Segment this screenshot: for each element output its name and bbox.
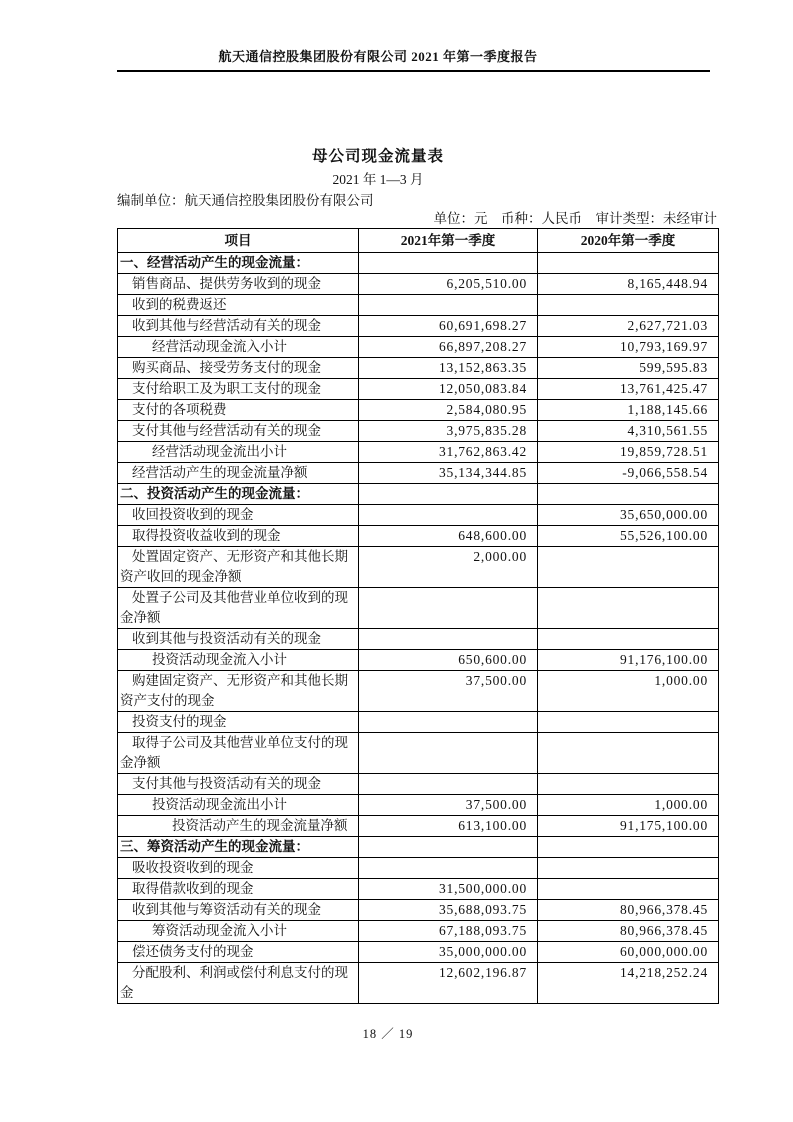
table-row	[118, 316, 719, 337]
item-label-cell: 收到其他与筹资活动有关的现金	[118, 900, 359, 921]
value-2020q1-cell: 8,165,448.94	[538, 274, 719, 295]
table-row	[118, 274, 719, 295]
value-2021q1-cell	[359, 837, 538, 858]
table-row	[118, 942, 719, 963]
value-2021q1-cell: 613,100.00	[359, 816, 538, 837]
item-label-cell: 取得借款收到的现金	[118, 879, 359, 900]
table-row	[118, 505, 719, 526]
table-row	[118, 795, 719, 816]
value-2021q1-cell	[359, 588, 538, 629]
value-2020q1-cell: 80,966,378.45	[538, 921, 719, 942]
table-row	[118, 442, 719, 463]
table-row	[118, 588, 719, 629]
table-row	[118, 963, 719, 1004]
value-2020q1-cell	[538, 837, 719, 858]
item-label-cell: 分配股利、利润或偿付利息支付的现金	[118, 963, 359, 1004]
item-label-cell: 收到其他与经营活动有关的现金	[118, 316, 359, 337]
table-row	[118, 253, 719, 274]
value-2020q1-cell: 13,761,425.47	[538, 379, 719, 400]
item-label-cell: 处置子公司及其他营业单位收到的现金净额	[118, 588, 359, 629]
item-label-cell: 支付给职工及为职工支付的现金	[118, 379, 359, 400]
item-label-cell: 投资活动现金流出小计	[118, 795, 359, 816]
value-2020q1-cell: -9,066,558.54	[538, 463, 719, 484]
table-row	[118, 358, 719, 379]
table-header-row	[118, 229, 719, 253]
item-label-cell: 取得子公司及其他营业单位支付的现金净额	[118, 733, 359, 774]
value-2021q1-cell: 37,500.00	[359, 671, 538, 712]
document-header: 航天通信控股集团股份有限公司 2021 年第一季度报告	[218, 49, 538, 64]
value-2020q1-cell	[538, 588, 719, 629]
table-row	[118, 650, 719, 671]
header-divider	[117, 70, 710, 72]
item-label-cell: 收到的税费返还	[118, 295, 359, 316]
value-2020q1-cell: 35,650,000.00	[538, 505, 719, 526]
item-label-cell: 经营活动现金流入小计	[118, 337, 359, 358]
value-2021q1-cell	[359, 505, 538, 526]
item-label-cell: 经营活动现金流出小计	[118, 442, 359, 463]
value-2020q1-cell: 55,526,100.00	[538, 526, 719, 547]
table-row	[118, 671, 719, 712]
item-label-cell: 支付其他与经营活动有关的现金	[118, 421, 359, 442]
value-2021q1-cell	[359, 484, 538, 505]
value-2021q1-cell: 6,205,510.00	[359, 274, 538, 295]
value-2020q1-cell: 91,175,100.00	[538, 816, 719, 837]
value-2020q1-cell	[538, 295, 719, 316]
item-label-cell: 购买商品、接受劳务支付的现金	[118, 358, 359, 379]
value-2021q1-cell: 13,152,863.35	[359, 358, 538, 379]
item-label-cell: 购建固定资产、无形资产和其他长期资产支付的现金	[118, 671, 359, 712]
value-2021q1-cell	[359, 774, 538, 795]
table-row	[118, 421, 719, 442]
value-2020q1-cell	[538, 629, 719, 650]
value-2021q1-cell	[359, 253, 538, 274]
table-row	[118, 379, 719, 400]
value-2021q1-cell: 35,134,344.85	[359, 463, 538, 484]
unit-currency-audit-line: 单位：元 币种：人民币 审计类型：未经审计	[433, 211, 717, 226]
item-label-cell: 收回投资收到的现金	[118, 505, 359, 526]
value-2020q1-cell	[538, 712, 719, 733]
table-row	[118, 526, 719, 547]
value-2020q1-cell: 1,188,145.66	[538, 400, 719, 421]
item-label-cell: 处置固定资产、无形资产和其他长期资产收回的现金净额	[118, 547, 359, 588]
value-2021q1-cell: 37,500.00	[359, 795, 538, 816]
value-2021q1-cell	[359, 295, 538, 316]
value-2020q1-cell: 60,000,000.00	[538, 942, 719, 963]
value-2020q1-cell: 91,176,100.00	[538, 650, 719, 671]
table-row	[118, 921, 719, 942]
value-2020q1-cell	[538, 774, 719, 795]
table-row	[118, 484, 719, 505]
value-2020q1-cell: 1,000.00	[538, 671, 719, 712]
value-2021q1-cell: 35,688,093.75	[359, 900, 538, 921]
item-label-cell: 经营活动产生的现金流量净额	[118, 463, 359, 484]
value-2021q1-cell: 12,050,083.84	[359, 379, 538, 400]
value-2020q1-cell: 4,310,561.55	[538, 421, 719, 442]
value-2020q1-cell: 2,627,721.03	[538, 316, 719, 337]
item-label-cell: 取得投资收益收到的现金	[118, 526, 359, 547]
value-2021q1-cell: 650,600.00	[359, 650, 538, 671]
value-2020q1-cell: 599,595.83	[538, 358, 719, 379]
statement-title: 母公司现金流量表	[311, 148, 444, 165]
value-2021q1-cell: 648,600.00	[359, 526, 538, 547]
value-2020q1-cell	[538, 547, 719, 588]
value-2020q1-cell: 1,000.00	[538, 795, 719, 816]
prepared-by-line: 编制单位：航天通信控股集团股份有限公司	[117, 193, 374, 208]
cash-flow-table	[117, 228, 719, 1004]
table-body	[118, 253, 719, 1004]
value-2021q1-cell	[359, 629, 538, 650]
value-2021q1-cell: 3,975,835.28	[359, 421, 538, 442]
value-2021q1-cell	[359, 712, 538, 733]
value-2021q1-cell: 2,000.00	[359, 547, 538, 588]
value-2021q1-cell: 31,500,000.00	[359, 879, 538, 900]
table-row	[118, 629, 719, 650]
value-2020q1-cell	[538, 858, 719, 879]
table-row	[118, 879, 719, 900]
table-row	[118, 463, 719, 484]
value-2020q1-cell: 19,859,728.51	[538, 442, 719, 463]
item-label-cell: 一、经营活动产生的现金流量：	[118, 253, 359, 274]
item-label-cell: 投资活动产生的现金流量净额	[118, 816, 359, 837]
value-2020q1-cell	[538, 879, 719, 900]
item-label-cell: 投资支付的现金	[118, 712, 359, 733]
value-2020q1-cell: 10,793,169.97	[538, 337, 719, 358]
value-2020q1-cell: 14,218,252.24	[538, 963, 719, 1004]
value-2021q1-cell: 12,602,196.87	[359, 963, 538, 1004]
table-row	[118, 295, 719, 316]
item-label-cell: 收到其他与投资活动有关的现金	[118, 629, 359, 650]
value-2020q1-cell	[538, 733, 719, 774]
column-header-item: 项目	[118, 229, 359, 253]
value-2021q1-cell	[359, 858, 538, 879]
table-row	[118, 858, 719, 879]
table-row	[118, 733, 719, 774]
table-row	[118, 900, 719, 921]
item-label-cell: 二、投资活动产生的现金流量：	[118, 484, 359, 505]
page-number: 18 ／ 19	[362, 1027, 414, 1041]
item-label-cell: 投资活动现金流入小计	[118, 650, 359, 671]
value-2021q1-cell: 2,584,080.95	[359, 400, 538, 421]
value-2021q1-cell: 35,000,000.00	[359, 942, 538, 963]
item-label-cell: 支付的各项税费	[118, 400, 359, 421]
table-row	[118, 774, 719, 795]
item-label-cell: 偿还债务支付的现金	[118, 942, 359, 963]
value-2020q1-cell: 80,966,378.45	[538, 900, 719, 921]
item-label-cell: 吸收投资收到的现金	[118, 858, 359, 879]
value-2020q1-cell	[538, 484, 719, 505]
value-2020q1-cell	[538, 253, 719, 274]
table-row	[118, 400, 719, 421]
table-row	[118, 547, 719, 588]
table-row	[118, 337, 719, 358]
table-row	[118, 837, 719, 858]
table-row	[118, 712, 719, 733]
value-2021q1-cell: 60,691,698.27	[359, 316, 538, 337]
value-2021q1-cell: 67,188,093.75	[359, 921, 538, 942]
value-2021q1-cell: 66,897,208.27	[359, 337, 538, 358]
statement-period: 2021 年 1—3 月	[332, 172, 424, 187]
item-label-cell: 支付其他与投资活动有关的现金	[118, 774, 359, 795]
column-header-2020q1: 2020年第一季度	[538, 229, 719, 253]
item-label-cell: 销售商品、提供劳务收到的现金	[118, 274, 359, 295]
column-header-2021q1: 2021年第一季度	[359, 229, 538, 253]
value-2021q1-cell: 31,762,863.42	[359, 442, 538, 463]
value-2021q1-cell	[359, 733, 538, 774]
table-row	[118, 816, 719, 837]
item-label-cell: 筹资活动现金流入小计	[118, 921, 359, 942]
item-label-cell: 三、筹资活动产生的现金流量：	[118, 837, 359, 858]
